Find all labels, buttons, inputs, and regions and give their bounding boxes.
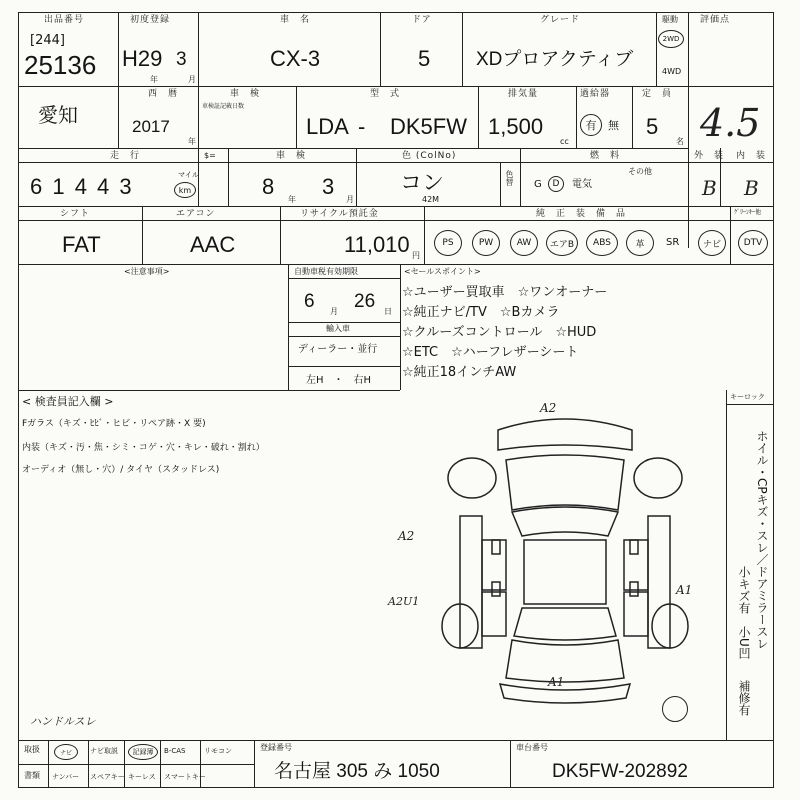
type-label: 型 式 [370, 89, 401, 99]
chassis-label: 車台番号 [516, 743, 548, 752]
turbo-yes-circle: 有 [580, 114, 602, 136]
damage-mark-front: A2 [540, 401, 557, 415]
mileage-label: 走 行 [110, 151, 141, 161]
front-bumper [498, 419, 632, 450]
inspector-line3: オーディオ（無し・穴）/ タイヤ（スタッドレス) [22, 465, 220, 475]
score-label: 評価点 [700, 15, 731, 25]
interior: B [744, 176, 759, 200]
type-code: DK5FW [390, 114, 467, 139]
color-change-label: 色替 [505, 170, 514, 186]
shift: FAT [62, 232, 101, 257]
grade: XDプロアクティブ [476, 49, 634, 70]
right-rear-door [624, 592, 648, 636]
footer-tag: リモコン [204, 747, 232, 755]
rear-bumper [500, 684, 630, 703]
tax-day: 26 [354, 291, 376, 312]
drive-label: 駆動 [662, 15, 678, 24]
recycle: 11,010 [344, 232, 410, 257]
rear-glass [514, 608, 616, 640]
equip-navi: ナビ [698, 230, 726, 256]
tax-month-unit: 月 [330, 307, 338, 316]
inspector-line1: Fガラス（キズ・ﾋﾋﾞ・ヒビ・リペア跡・X 要) [22, 419, 206, 429]
footer-tag: 取扱 [24, 745, 40, 754]
chassis: DK5FW-202892 [552, 761, 688, 782]
model-year: 2017 [132, 117, 170, 136]
km-unit-circle: km [174, 182, 196, 198]
equip-pw: PW [472, 230, 500, 256]
right-repair: 補修有 [737, 680, 751, 716]
doors: 5 [418, 46, 431, 71]
tax-month: 6 [304, 291, 315, 312]
cert-label: 車 検 [230, 89, 261, 99]
cert-sub: 車検証記載日数 [202, 103, 245, 110]
equip-aw: AW [510, 230, 538, 256]
car-name: CX-3 [270, 46, 321, 71]
damage-mark-right: A1 [676, 583, 693, 597]
first-reg-era: H29 [122, 46, 163, 71]
footer-tag: 書類 [24, 771, 40, 780]
left-side [460, 516, 482, 648]
sales-point-line: ☆ユーザー買取車 ☆ワンオーナー [402, 285, 608, 300]
plate: 名古屋 305 み 1050 [274, 761, 440, 782]
hood [506, 455, 624, 510]
footer-tag-circle: 記録簿 [128, 744, 158, 760]
lot-label: 出品番号 [44, 15, 85, 25]
damage-mark-left: A2 [398, 529, 415, 543]
trunk [506, 640, 624, 682]
yen-unit: 円 [412, 251, 420, 260]
right-small: 小キズ有 [737, 566, 751, 614]
displacement: 1,500 [488, 114, 544, 139]
year-unit: 年 [150, 75, 158, 84]
fuel-label: 燃 料 [590, 151, 621, 161]
score: 4.5 [700, 101, 761, 145]
footer-tag: スマートキー [164, 773, 206, 781]
type-prefix: LDA [306, 114, 349, 139]
inspector-line2: 内装（キズ・汚・焦・シミ・コゲ・穴・キレ・破れ・割れ） [22, 443, 265, 453]
color-no: 42M [422, 195, 440, 204]
person-unit: 名 [676, 137, 684, 146]
inspection-month: 3 [322, 174, 335, 199]
sales-point-line: ☆純正18インチAW [402, 365, 517, 380]
capacity: 5 [646, 114, 659, 139]
lot-code: [244] [30, 33, 65, 48]
right-notes: ホイル・CPキズ・スレ／ドアミラースレ [755, 430, 769, 650]
import-value: ディーラー・並行 [298, 344, 378, 355]
damage-mark-left-lower: A2U1 [388, 595, 420, 608]
grade-label: グレード [540, 15, 581, 25]
door-handle [630, 582, 638, 596]
interior-label: 内 装 [736, 151, 767, 161]
fuel-other: その他 [628, 167, 652, 176]
odometer-label: $= [204, 151, 216, 160]
equip-ps: PS [434, 230, 462, 256]
drive-4wd: 4WD [662, 67, 682, 76]
equip-sr: SR [666, 237, 680, 248]
turbo-no: 無 [608, 119, 619, 132]
handle-value: 左H ・ 右H [306, 375, 372, 386]
month-unit: 月 [188, 75, 196, 84]
right-front-wheel [634, 458, 682, 498]
footer-tag: B-CAS [164, 747, 186, 755]
damage-mark-rear: A1 [548, 675, 565, 689]
right-side [648, 516, 670, 648]
left-rear-door [482, 592, 506, 636]
sales-points-label: <セールスポイント> [404, 267, 481, 276]
lot-number: 25136 [24, 50, 97, 80]
footer-tag: ナンバー [52, 773, 80, 781]
keyless-dtv: DTV [738, 230, 768, 256]
turbo-label: 過給器 [580, 89, 611, 99]
inspection-month-unit: 月 [346, 195, 354, 204]
door-handle [492, 540, 500, 554]
tax-label: 自動車税有効期限 [294, 267, 358, 276]
location: 愛知 [38, 105, 78, 127]
mileage: 6 1 4 4 3 [30, 174, 134, 199]
ac-label: エアコン [176, 209, 216, 219]
roof [524, 540, 606, 604]
first-reg-month: 3 [176, 49, 187, 70]
type-dash: - [358, 114, 366, 139]
tax-day-unit: 日 [384, 307, 392, 316]
sales-point-line: ☆純正ナビ/TV ☆Bカメラ [402, 305, 560, 320]
door-handle [492, 582, 500, 596]
sales-point-line: ☆ETC ☆ハーフレザーシート [402, 345, 579, 360]
stamp-circle [662, 696, 688, 722]
mile-unit: マイル [178, 171, 199, 179]
windshield [512, 507, 618, 536]
keylock-label: キーロック [730, 393, 765, 401]
plate-label: 登録番号 [260, 743, 292, 752]
door-handle [630, 540, 638, 554]
equip-abs: ABS [586, 230, 618, 256]
model-year-unit: 年 [188, 137, 196, 146]
right-small2: 小U凹 [737, 626, 751, 659]
inspector-label: < 検査員記入欄 > [22, 395, 114, 408]
fuel-elec: 電気 [572, 179, 592, 190]
shift-label: シフト [60, 209, 91, 219]
equip-leather: 革 [626, 230, 654, 256]
first-reg-label: 初度登録 [130, 15, 171, 25]
inspection-year: 8 [262, 174, 275, 199]
color: コン [400, 170, 445, 195]
exterior: B [702, 176, 717, 200]
color-label: 色 (ColNo) [402, 151, 457, 161]
cc-unit: cc [560, 137, 569, 146]
equip-airbag: エアB [546, 230, 578, 256]
displacement-label: 排気量 [508, 89, 539, 99]
car-name-label: 車 名 [280, 15, 311, 25]
ac: AAC [190, 232, 236, 257]
fuel-gas: G [534, 179, 542, 190]
equip-label: 純 正 装 備 品 [536, 209, 627, 219]
footer-tag: スペアキー [90, 773, 125, 781]
footer-tag: キーレス [128, 773, 156, 781]
capacity-label: 定 員 [642, 89, 673, 99]
footer-tag: ナビ取説 [90, 747, 118, 755]
sales-point-line: ☆クルーズコントロール ☆HUD [402, 325, 597, 340]
inspection-year-unit: 年 [288, 195, 296, 204]
recycle-label: リサイクル預託金 [300, 209, 379, 219]
door-label: ドア [412, 15, 432, 25]
inspection-label: 車 検 [276, 151, 307, 161]
drive-2wd-circle: 2WD [658, 30, 684, 48]
car-damage-diagram [420, 400, 710, 710]
notes-left-label: <注意事項> [124, 267, 170, 276]
fuel-diesel-circle: D [548, 176, 564, 192]
model-year-label: 西 暦 [148, 89, 179, 99]
footer-tag-circle: ナビ [54, 744, 78, 760]
import-label: 輸入車 [326, 324, 350, 333]
keyless-label: ｸﾞﾘｰﾝｷｰ他 [734, 209, 762, 216]
handwritten-note: ハンドルスレ [30, 715, 96, 728]
exterior-label: 外 装 [694, 151, 725, 161]
left-front-wheel [448, 458, 496, 498]
